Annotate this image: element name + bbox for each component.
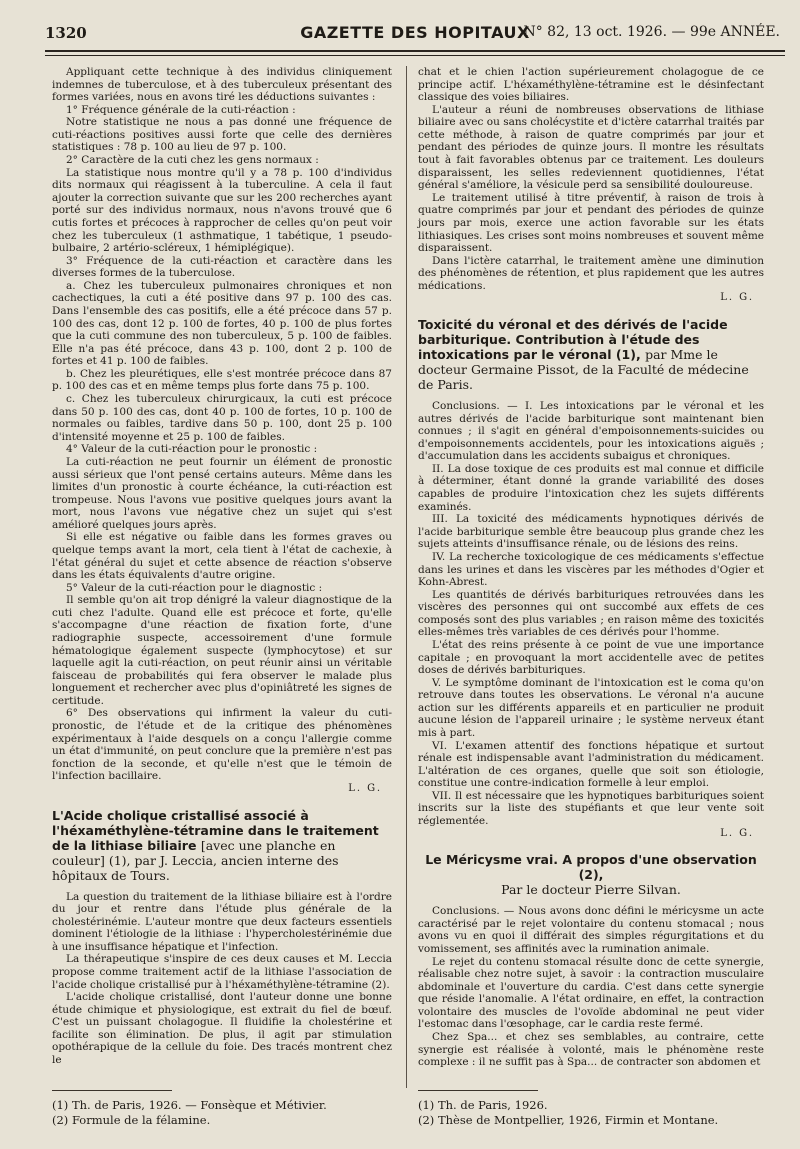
article-byline: [avec une planche en couleur] (1), par J. Leccia, ancien interne des hôpitaux de Tours.	[52, 837, 339, 883]
paragraph: b. Chez les pleurétiques, elle s'est montrée précoce dans 87 p. 100 des cas et en même temps plus forte dans 75 p. 100.	[52, 367, 392, 393]
paragraph: La question du traitement de la lithiase biliaire est à l'ordre du jour et rentre dans l'étude plus générale de la cholestérinémie. L'auteur montre que deux facteurs essentiels dominent l'étiologie de la lithiase : l'hypercholestérinémie due à une insuffisance hépatique et l'infection.	[52, 890, 392, 953]
paragraph: 6° Des observations qui infirment la valeur du cuti-pronostic, de l'étude et de la critique des phénomènes expérimentaux à l'aide desquels on a conçu l'allergie comme un état d'immunité, on peut conclure que la première n'est pas fonction de la seconde, et qu'elle n'est que le témoin de l'infection bacillaire.	[52, 707, 392, 783]
paragraph: VI. L'examen attentif des fonctions hépatique et surtout rénale est indispensable avant l'administration du médicament. L'altération de ces organes, quelle que soit son étiologie, constitue une contre-indication formelle à leur emploi.	[418, 739, 764, 790]
footnote: (1) Th. de Paris, 1926. — Fonsèque et Métivier.	[52, 1098, 327, 1112]
paragraph: 5° Valeur de la cuti-réaction pour le diagnostic :	[66, 581, 323, 594]
paragraph: Il semble qu'on ait trop dénigré la valeur diagnostique de la cuti chez l'adulte. Quand elle est précoce et forte, qu'elle s'accompagne d'une réaction de fixation forte, d'une radiographie suspecte, accessoirement d'une formule hématologique également suspecte (lymphocytose) et sur laquelle agit la cuti-réaction, on peut réunir ainsi un véritable faisceau de probabilités qui fera observer le malade plus longuement et rechercher avec plus d'opiniâtreté les signes de certitude.	[52, 594, 392, 707]
paragraph: 2° Caractère de la cuti chez les gens normaux :	[66, 154, 319, 167]
paragraph: Appliquant cette technique à des individus cliniquement indemnes de tuberculose, et à des tuberculeux présentant des formes variées, nous en avons tiré les déductions suivantes :	[52, 66, 392, 104]
column-divider	[406, 66, 407, 1088]
page-header	[45, 20, 785, 46]
article-title: Toxicité du véronal et des dérivés de l'acide barbiturique. Contribution à l'étude des intoxications par le véronal (1),	[418, 316, 728, 362]
right-column	[418, 66, 764, 1069]
page-number: 1320	[45, 24, 87, 42]
paragraph: 1° Fréquence générale de la cuti-réaction :	[66, 103, 296, 116]
paragraph: 4° Valeur de la cuti-réaction pour le pronostic :	[66, 443, 318, 456]
paragraph: c. Chez les tuberculeux chirurgicaux, la cuti est précoce dans 50 p. 100 des cas, dont 40 p. 100 de fortes, 10 p. 100 de normales ou faibles, tardive dans 50 p. 100, dont 25 p. 100 d'intensité moyenne et 25 p. 100 de faibles.	[52, 393, 392, 443]
footnote-rule	[418, 1090, 538, 1091]
paragraph: a. Chez les tuberculeux pulmonaires chroniques et non cachectiques, la cuti a été positive dans 97 p. 100 des cas. Dans l'ensemble des cas positifs, elle a été précoce dans 57 p. 100 des cas, dont 12 p. 100 de fortes, 40 p. 100 de plus fortes que la cuti commune des non tuberculeux, 5 p. 100 de faibles. Elle n'a pas été précoce, dans 43 p. 100, dont 2 p. 100 de fortes et 41 p. 100 de faibles.	[52, 279, 392, 368]
paragraph: La cuti-réaction ne peut fournir un élément de pronostic aussi sérieux que l'ont pensé certains auteurs. Même dans les limites d'un pronostic à courte échéance, la cuti-réaction est trompeuse. Nous l'avons vue positive quelques jours avant la mort, nous l'avons vue négative chez un sujet qui s'est amélioré quelques jours après.	[52, 455, 392, 531]
journal-title: GAZETTE DES HOPITAUX	[300, 23, 530, 42]
signature: L. G.	[348, 782, 382, 794]
left-column	[52, 66, 392, 1067]
article-heading	[418, 317, 764, 392]
paragraph: chat et le chien l'action supérieurement cholagogue de ce principe actif. L'héxaméthylène-tétramine est le désinfectant classique des voies biliaires.	[418, 66, 764, 104]
paragraph: Les quantités de dérivés barbituriques retrouvées dans les viscères des personnes qui ont succombé aux effets de ces composés sont des plus variables ; en raison même des toxicités elles-mêmes très variables de ces dérivés pour l'homme.	[418, 588, 764, 639]
signature: L. G.	[720, 292, 754, 304]
article-heading	[418, 852, 764, 897]
header-rule	[45, 50, 785, 52]
article-byline: Par le docteur Pierre Silvan.	[501, 882, 681, 898]
paragraph: Dans l'ictère catarrhal, le traitement amène une diminution des phénomènes de rétention, et plus rapidement que les autres médications.	[418, 254, 764, 292]
paragraph: La thérapeutique s'inspire de ces deux causes et M. Leccia propose comme traitement actif de la lithiase l'association de l'acide cholique cristallisé pur à l'héxaméthylène-tétramine (2).	[52, 953, 392, 991]
paragraph: Le traitement utilisé à titre préventif, à raison de trois à quatre comprimés par jour et pendant des périodes de quinze jours par mois, exerce une action favorable sur les états lithiasiques. Les crises sont moins nombreuses et souvent même disparaissent.	[418, 191, 764, 255]
article-byline: par Mme le docteur Germaine Pissot, de la Faculté de médecine de Paris.	[418, 346, 749, 392]
paragraph: Conclusions. — I. Les intoxications par le véronal et les autres dérivés de l'acide barbiturique sont maintenant bien connues ; il s'agit en général d'empoisonnements-suicides ou d'empoisonnements accidentels, pour les intoxications aiguës ; d'accumulation dans les accidents subaigus et chroniques.	[418, 399, 764, 463]
footnote: (2) Formule de la félamine.	[52, 1113, 211, 1127]
article-title: Le Méricysme vrai. A propos d'une observation (2),	[425, 852, 757, 883]
paragraph: IV. La recherche toxicologique de ces médicaments s'effectue dans les urines et dans les viscères par les méthodes d'Ogier et Kohn-Abrest.	[418, 550, 764, 589]
article-heading	[52, 808, 392, 883]
paragraph: L'auteur a réuni de nombreuses observations de lithiase biliaire avec ou sans cholécystite et d'ictère catarrhal traités par cette méthode, à raison de quatre comprimés par jour et pendant des périodes de quinze jours. Il montre les résultats tout à fait favorables obtenus par ce traitement. Les douleurs disparaissent, les selles redeviennent quotidiennes, l'état général s'améliore, la vésicule perd sa sensibilité douloureuse.	[418, 103, 764, 192]
footnote: (1) Th. de Paris, 1926.	[418, 1098, 548, 1112]
paragraph: L'état des reins présente à ce point de vue une importance capitale ; en provoquant la mort accidentelle avec de petites doses de dérivés barbituriques.	[418, 638, 764, 677]
paragraph: VII. Il est nécessaire que les hypnotiques barbituriques soient inscrits sur la liste des stupéfiants et que leur vente soit réglementée.	[418, 789, 764, 828]
paragraph: III. La toxicité des médicaments hypnotiques dérivés de l'acide barbiturique semble être beaucoup plus grande chez les sujets atteints d'insuffisance rénale, ou de lésions des reins.	[418, 513, 764, 551]
paragraph: V. Le symptôme dominant de l'intoxication est le coma qu'on retrouve dans toutes les observations. Le véronal n'a aucune action sur les différents appareils et en particulier ne produit aucune lésion de l'appareil urinaire ; le système nerveux étant mis à part.	[418, 676, 764, 740]
footnote: (2) Thèse de Montpellier, 1926, Firmin et Montane.	[418, 1113, 719, 1127]
footnotes	[52, 1098, 392, 1128]
issue-info: N° 82, 13 oct. 1926. — 99e ANNÉE.	[523, 24, 780, 40]
paragraph: 3° Fréquence de la cuti-réaction et caractère dans les diverses formes de la tuberculose.	[52, 254, 392, 280]
paragraph: Chez Spa... et chez ses semblables, au contraire, cette synergie est réalisée à volonté, mais le phénomène reste complexe : il ne suffit pas à Spa... de contracter son abdomen et	[418, 1031, 764, 1069]
signature: L. G.	[720, 827, 754, 839]
paragraph: La statistique nous montre qu'il y a 78 p. 100 d'individus dits normaux qui réagissent à la tuberculine. A cela il faut ajouter la correction suivante que sur les 200 recherches ayant porté sur des individus normaux, nous n'avons trouvé que 6 cutis fortes et précoces à rapprocher de celles qu'on peut voir chez les tuberculeux (1 asthmatique, 1 tabétique, 1 pseudo-bulbaire, 2 artério-scléreux, 1 hémiplégique).	[52, 166, 392, 255]
paragraph: L'acide cholique cristallisé, dont l'auteur donne une bonne étude chimique et physiologique, est extrait du fiel de bœuf. C'est un puissant cholagogue. Il fluidifie la cholestérine et facilite son élimination. De plus, il agit par stimulation opothérapique de la cellule du foie. Des tracés montrent chez le	[52, 991, 392, 1067]
footnote-rule	[52, 1090, 172, 1091]
paragraph: Si elle est négative ou faible dans les formes graves ou quelque temps avant la mort, cela tient à l'état de cachexie, à l'état général du sujet et cette absence de réaction s'observe dans les états équivalents d'autre origine.	[52, 531, 392, 582]
article-title: L'Acide cholique cristallisé associé à l'héxaméthylène-tétramine dans le traitement de la lithiase biliaire	[52, 807, 379, 853]
footnotes	[418, 1098, 764, 1128]
paragraph: Notre statistique ne nous a pas donné une fréquence de cuti-réactions positives aussi forte que celle des dernières statistiques : 78 p. 100 au lieu de 97 p. 100.	[52, 116, 392, 154]
paragraph: Le rejet du contenu stomacal résulte donc de cette synergie, réalisable chez notre sujet, à savoir : la contraction musculaire abdominale et l'ouverture du cardia. C'est dans cette synergie que réside l'anomalie. A l'état ordinaire, en effet, la contraction volontaire des muscles de l'ovoïde abdominal ne peut vider l'estomac dans l'œsophage, car le cardia reste fermé.	[418, 955, 764, 1031]
paragraph: II. La dose toxique de ces produits est mal connue et difficile à déterminer, étant donné la grande variabilité des doses capables de produire l'intoxication chez les sujets différents examinés.	[418, 462, 764, 513]
paragraph: Conclusions. — Nous avons donc défini le méricysme un acte caractérisé par le rejet volontaire du contenu stomacal ; nous avons vu en quoi il différait des simples régurgitations et du vomissement, ses affinités avec la rumination animale.	[418, 905, 764, 955]
header-rule-thin	[45, 55, 785, 56]
